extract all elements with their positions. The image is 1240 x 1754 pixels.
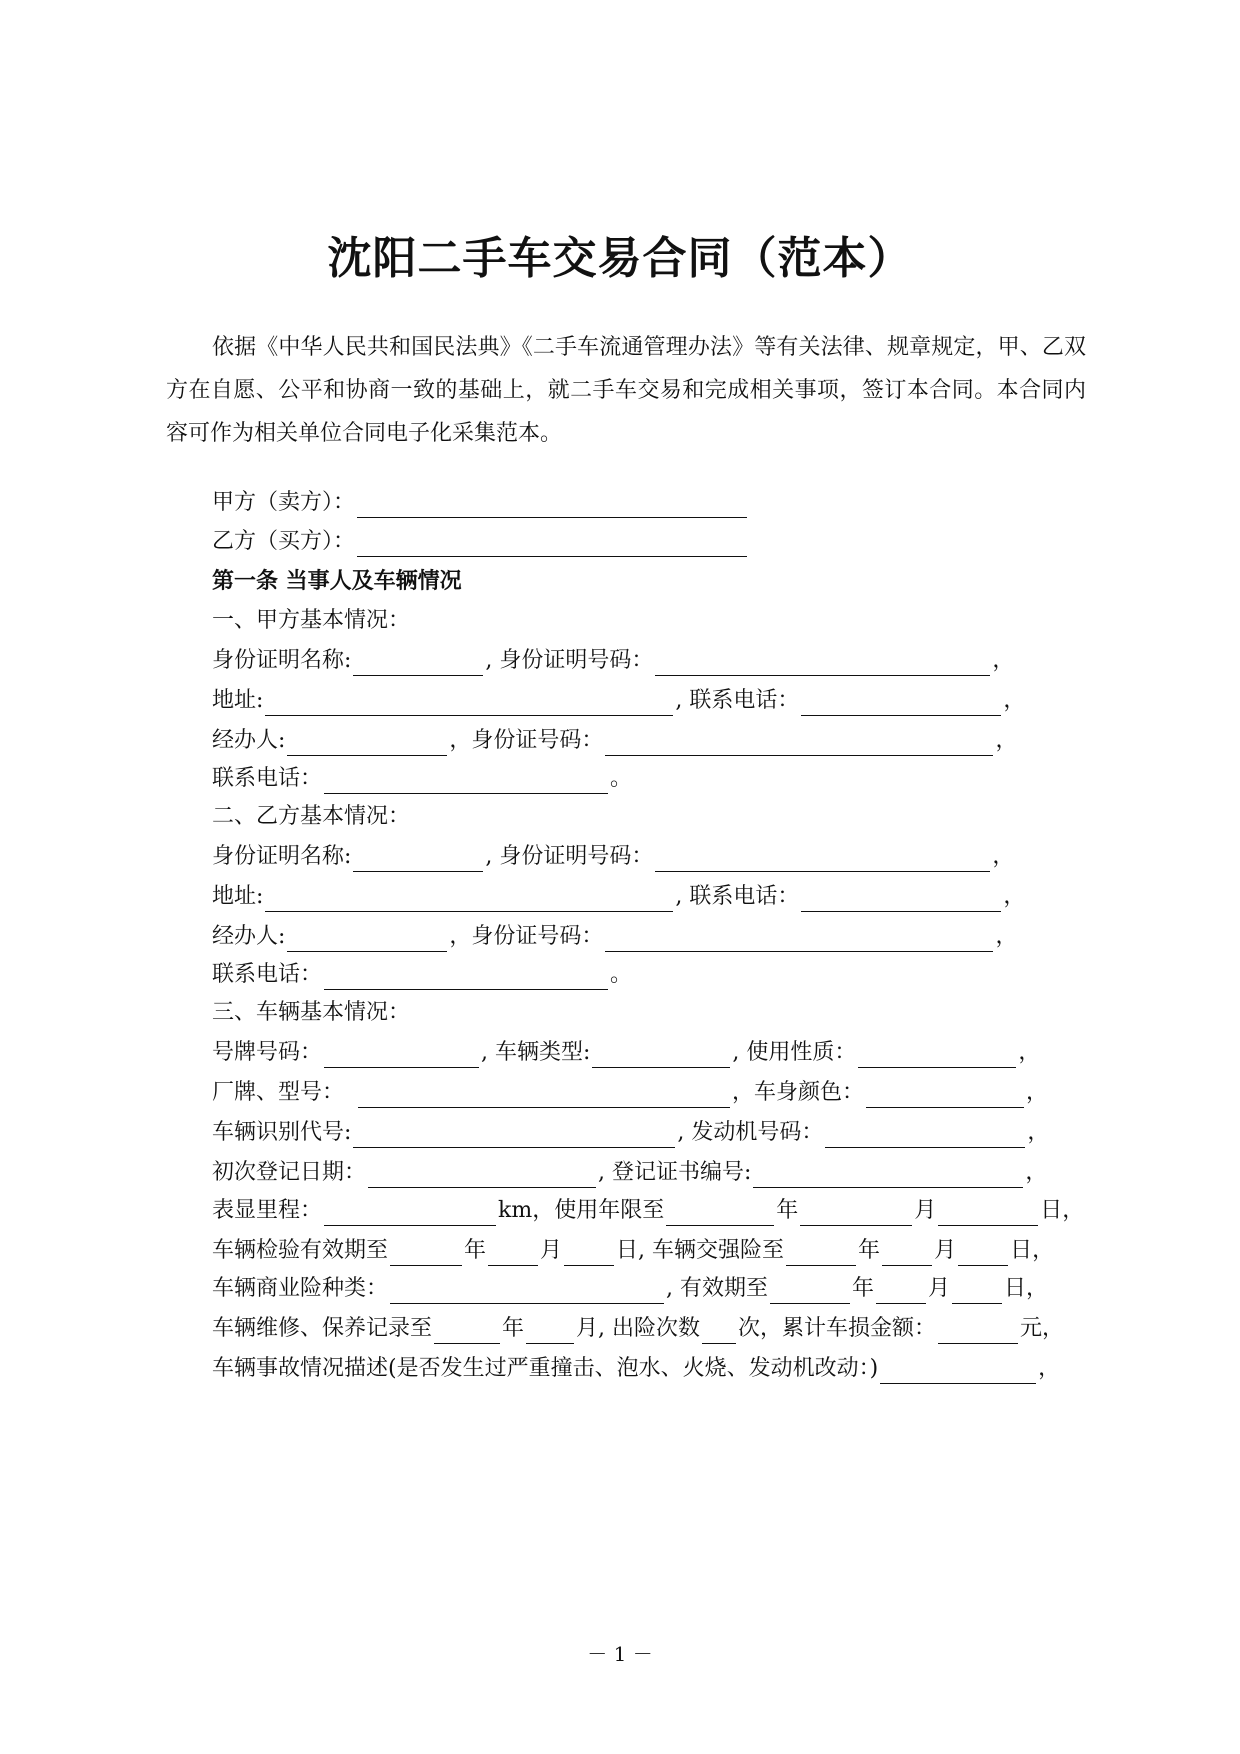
section-a-text: 一、甲方基本情况：: [212, 608, 411, 633]
comma: ，: [1003, 688, 1026, 713]
times-label: 次，累计车损金额：: [738, 1316, 937, 1341]
id-name-label: 身份证明名称:: [212, 648, 352, 673]
brand-blank[interactable]: [358, 1085, 730, 1108]
km-label: km，使用年限至: [498, 1198, 665, 1223]
plate-blank[interactable]: [324, 1045, 479, 1068]
b-address-blank[interactable]: [265, 889, 673, 912]
month-label: 月: [934, 1238, 957, 1263]
contact-phone-label: 联系电话：: [212, 962, 323, 987]
inspect-day-blank[interactable]: [564, 1243, 614, 1266]
page-number: － 1 －: [587, 1642, 653, 1666]
mileage-label: 表显里程：: [212, 1198, 323, 1223]
a-agent-line: [212, 726, 1088, 756]
party-b-blank[interactable]: [357, 534, 747, 557]
month-label: 月: [914, 1198, 937, 1223]
b-agent-line: [212, 922, 1088, 952]
vin-line: [212, 1118, 1088, 1148]
mileage-line: [212, 1196, 1088, 1226]
commercial-ins-line: [212, 1274, 1088, 1304]
comma: ，: [1038, 1356, 1061, 1381]
life-month-blank[interactable]: [800, 1203, 912, 1226]
valid-year-blank[interactable]: [770, 1281, 850, 1304]
intro-paragraph: 依据《中华人民共和国民法典》《二手车流通管理办法》等有关法律、规章规定，甲、乙双方在自愿、公平和协商一致的基础上，就二手车交易和完成相关事项，签订本合同。本合同内容可作为相关单位合同电子化采集范本。: [166, 335, 1086, 446]
party-b-label: 乙方（买方）：: [212, 529, 356, 554]
comma: ，: [1026, 1080, 1049, 1105]
first-reg-line: [212, 1158, 1088, 1188]
a-address-blank[interactable]: [265, 693, 673, 716]
reg-cert-blank[interactable]: [753, 1165, 1023, 1188]
vehicle-type-label: , 车辆类型:: [481, 1040, 591, 1065]
b-agent-blank[interactable]: [287, 929, 447, 952]
document-title: 沈阳二手车交易合同（范本）: [327, 233, 913, 284]
section-b-heading: [212, 802, 1088, 832]
maint-month-blank[interactable]: [526, 1321, 574, 1344]
valid-day-blank[interactable]: [952, 1281, 1002, 1304]
usage-label: , 使用性质：: [732, 1040, 857, 1065]
vin-label: 车辆识别代号:: [212, 1120, 352, 1145]
phone-label: , 联系电话：: [675, 688, 800, 713]
inspect-month-blank[interactable]: [488, 1243, 538, 1266]
comma: ，: [992, 844, 1015, 869]
article-1-text: 第一条 当事人及车辆情况: [212, 568, 462, 594]
b-contact-blank[interactable]: [324, 967, 608, 990]
valid-to-label: , 有效期至: [666, 1276, 769, 1301]
agent-label: 经办人:: [212, 728, 286, 753]
color-blank[interactable]: [866, 1085, 1024, 1108]
comma: ，: [1027, 1120, 1050, 1145]
b-id-no-blank[interactable]: [655, 849, 990, 872]
id-no-label: , 身份证明号码：: [485, 844, 654, 869]
a-agent-blank[interactable]: [287, 733, 447, 756]
party-a-line: [212, 488, 1088, 518]
b-agent-id-blank[interactable]: [605, 929, 993, 952]
a-agent-id-blank[interactable]: [605, 733, 993, 756]
phone-label: , 联系电话：: [675, 884, 800, 909]
comma: ，: [1025, 1160, 1048, 1185]
year-label: 年: [858, 1238, 881, 1263]
comma: ，: [995, 728, 1018, 753]
section-a-heading: [212, 606, 1088, 636]
day-label: 日，: [1004, 1276, 1049, 1301]
agent-label: 经办人:: [212, 924, 286, 949]
accident-blank[interactable]: [880, 1361, 1036, 1384]
ins-day-blank[interactable]: [958, 1243, 1008, 1266]
ins-year-blank[interactable]: [786, 1243, 856, 1266]
engine-label: , 发动机号码：: [677, 1120, 824, 1145]
reg-cert-label: , 登记证书编号:: [598, 1160, 752, 1185]
engine-blank[interactable]: [825, 1125, 1025, 1148]
accident-line: [212, 1354, 1088, 1384]
year-label: 年: [852, 1276, 875, 1301]
inspect-label: 车辆检验有效期至: [212, 1238, 389, 1263]
address-label: 地址:: [212, 688, 264, 713]
year-label: 年: [776, 1198, 799, 1223]
color-label: ，车身颜色：: [732, 1080, 865, 1105]
compulsory-ins-label: 日, 车辆交强险至: [616, 1238, 785, 1263]
address-label: 地址:: [212, 884, 264, 909]
b-id-line: [212, 842, 1088, 872]
comma: ，: [1018, 1040, 1041, 1065]
month-label: 月: [540, 1238, 563, 1263]
year-label: 年: [502, 1316, 525, 1341]
maintenance-label: 车辆维修、保养记录至: [212, 1316, 433, 1341]
maintenance-line: [212, 1314, 1088, 1344]
life-day-blank[interactable]: [938, 1203, 1038, 1226]
accident-label: 车辆事故情况描述(是否发生过严重撞击、泡水、火烧、发动机改动：): [212, 1356, 879, 1381]
agent-id-label: ，身份证号码：: [449, 728, 604, 753]
agent-id-label: ，身份证号码：: [449, 924, 604, 949]
valid-month-blank[interactable]: [876, 1281, 926, 1304]
mileage-blank[interactable]: [324, 1203, 496, 1226]
party-b-line: [212, 527, 1088, 557]
plate-label: 号牌号码：: [212, 1040, 323, 1065]
commercial-blank[interactable]: [390, 1281, 664, 1304]
article-1-heading: [212, 566, 1088, 596]
b-contact-line: [212, 960, 1088, 990]
id-no-label: , 身份证明号码：: [485, 648, 654, 673]
usage-blank[interactable]: [858, 1045, 1016, 1068]
section-b-text: 二、乙方基本情况：: [212, 804, 411, 829]
party-a-blank[interactable]: [357, 495, 747, 518]
vehicle-type-blank[interactable]: [592, 1045, 730, 1068]
a-contact-line: [212, 764, 1088, 794]
a-id-no-blank[interactable]: [655, 653, 990, 676]
claims-count-blank[interactable]: [702, 1321, 736, 1344]
inspect-year-blank[interactable]: [390, 1243, 462, 1266]
first-reg-blank[interactable]: [368, 1165, 596, 1188]
a-id-line: [212, 646, 1088, 676]
yuan-label: 元，: [1020, 1316, 1065, 1341]
maint-year-blank[interactable]: [434, 1321, 500, 1344]
id-name-label: 身份证明名称:: [212, 844, 352, 869]
ins-month-blank[interactable]: [882, 1243, 932, 1266]
damage-amount-blank[interactable]: [938, 1321, 1018, 1344]
life-year-blank[interactable]: [666, 1203, 774, 1226]
comma: ，: [1003, 884, 1026, 909]
commercial-label: 车辆商业险种类：: [212, 1276, 389, 1301]
year-label: 年: [464, 1238, 487, 1263]
b-address-line: [212, 882, 1088, 912]
b-phone-blank[interactable]: [801, 889, 1001, 912]
b-id-name-blank[interactable]: [353, 849, 483, 872]
month-label: 月: [928, 1276, 951, 1301]
day-label: 日，: [1040, 1198, 1085, 1223]
vin-blank[interactable]: [353, 1125, 675, 1148]
period: 。: [610, 766, 633, 791]
brand-label: 厂牌、型号：: [212, 1080, 345, 1105]
section-c-text: 三、车辆基本情况：: [212, 1000, 411, 1025]
brand-line: [212, 1078, 1088, 1108]
claims-label: 月, 出险次数: [576, 1316, 701, 1341]
a-phone-blank[interactable]: [801, 693, 1001, 716]
day-label: 日，: [1010, 1238, 1055, 1263]
a-id-name-blank[interactable]: [353, 653, 483, 676]
comma: ，: [995, 924, 1018, 949]
plate-line: [212, 1038, 1088, 1068]
comma: ，: [992, 648, 1015, 673]
first-reg-label: 初次登记日期：: [212, 1160, 367, 1185]
period: 。: [610, 962, 633, 987]
inspection-line: [212, 1236, 1088, 1266]
section-c-heading: [212, 998, 1088, 1028]
party-a-label: 甲方（卖方）：: [212, 490, 356, 515]
contact-phone-label: 联系电话：: [212, 766, 323, 791]
a-address-line: [212, 686, 1088, 716]
a-contact-blank[interactable]: [324, 771, 608, 794]
